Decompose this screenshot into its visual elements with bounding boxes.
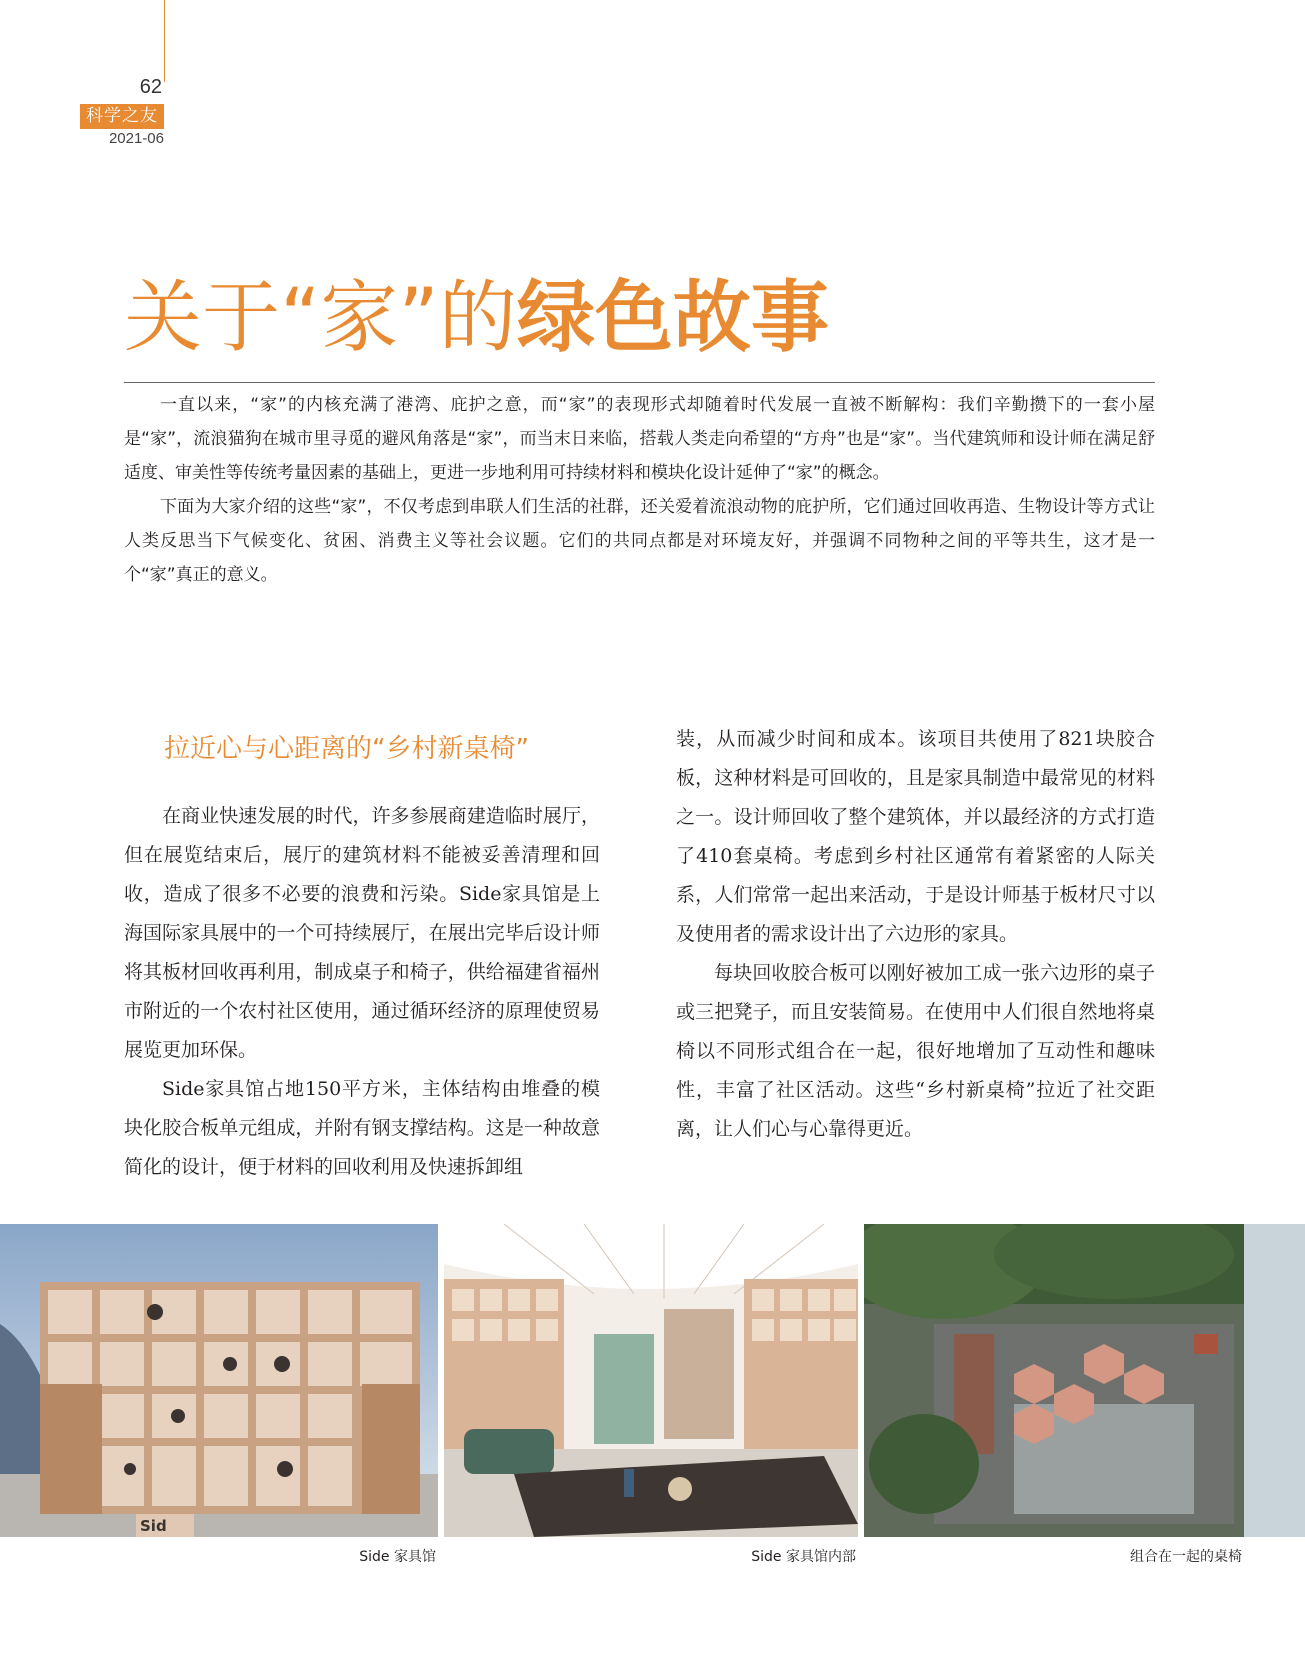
photo-combined-furniture (864, 1224, 1305, 1537)
title-divider (124, 382, 1155, 383)
magazine-name-badge: 科学之友 (80, 104, 164, 129)
page-number: 62 (139, 76, 162, 98)
body-paragraph: 在商业快速发展的时代，许多参展商建造临时展厅，但在展览结束后，展厅的建筑材料不能被妥善清理和回收，造成了很多不必要的浪费和污染。Side家具馆是上海国际家具展中的一个可持续展厅，在展出完毕后设计师将其板材回收再利用，制成桌子和椅子，供给福建省福州市附近的一个农村社区使用，通过循环经济的原理使贸易展览更加环保。 (124, 805, 600, 1061)
section-heading: 拉近心与心距离的“乡村新桌椅” (164, 734, 529, 764)
body-paragraph: 每块回收胶合板可以刚好被加工成一张六边形的桌子或三把凳子，而且安装简易。在使用中人们很自然地将桌椅以不同形式组合在一起，很好地增加了互动性和趣味性，丰富了社区活动。这些“乡村新桌椅”拉近了社交距离，让人们心与心靠得更近。 (676, 962, 1155, 1140)
photo-caption: 组合在一起的桌椅 (1130, 1549, 1242, 1565)
body-column-left (124, 797, 600, 1187)
photo-pavilion-interior (444, 1224, 858, 1537)
body-paragraph-continued: 装，从而减少时间和成本。该项目共使用了821块胶合板，这种材料是可回收的，且是家具制造中最常见的材料之一。设计师回收了整个建筑体，并以最经济的方式打造了410套桌椅。考虑到乡村社区通常有着紧密的人际关系，人们常常一起出来活动，于是设计师基于板材尺寸以及使用者的需求设计出了六边形的家具。 (676, 728, 1155, 945)
body-column-right (676, 720, 1155, 1149)
article-intro (124, 388, 1155, 592)
body-paragraph: Side家具馆占地150平方米，主体结构由堆叠的模块化胶合板单元组成，并附有钢支撑结构。这是一种故意简化的设计，便于材料的回收利用及快速拆卸组 (124, 1078, 600, 1178)
photo-side-pavilion (0, 1224, 438, 1537)
article-title-light: 关于“家”的 (124, 273, 517, 363)
photo-caption: Side 家具馆 (359, 1549, 436, 1565)
issue-date: 2021-06 (108, 130, 164, 147)
pavilion-sign: Sid (140, 1517, 167, 1535)
intro-paragraph: 一直以来，“家”的内核充满了港湾、庇护之意，而“家”的表现形式却随着时代发展一直被不断解构：我们辛勤攒下的一套小屋是“家”，流浪猫狗在城市里寻觅的避风角落是“家”，而当末日来临，搭载人类走向希望的“方舟”也是“家”。当代建筑师和设计师在满足舒适度、审美性等传统考量因素的基础上，更进一步地利用可持续材料和模块化设计延伸了“家”的概念。 (124, 395, 1155, 483)
article-title (124, 270, 829, 366)
photo-caption: Side 家具馆内部 (751, 1549, 856, 1565)
intro-paragraph: 下面为大家介绍的这些“家”，不仅考虑到串联人们生活的社群，还关爱着流浪动物的庇护所，它们通过回收再造、生物设计等方式让人类反思当下气候变化、贫困、消费主义等社会议题。它们的共同点都是对环境友好，并强调不同物种之间的平等共生，这才是一个“家”真正的意义。 (124, 497, 1155, 585)
header-accent-line (164, 0, 165, 82)
article-title-bold: 绿色故事 (516, 273, 829, 363)
